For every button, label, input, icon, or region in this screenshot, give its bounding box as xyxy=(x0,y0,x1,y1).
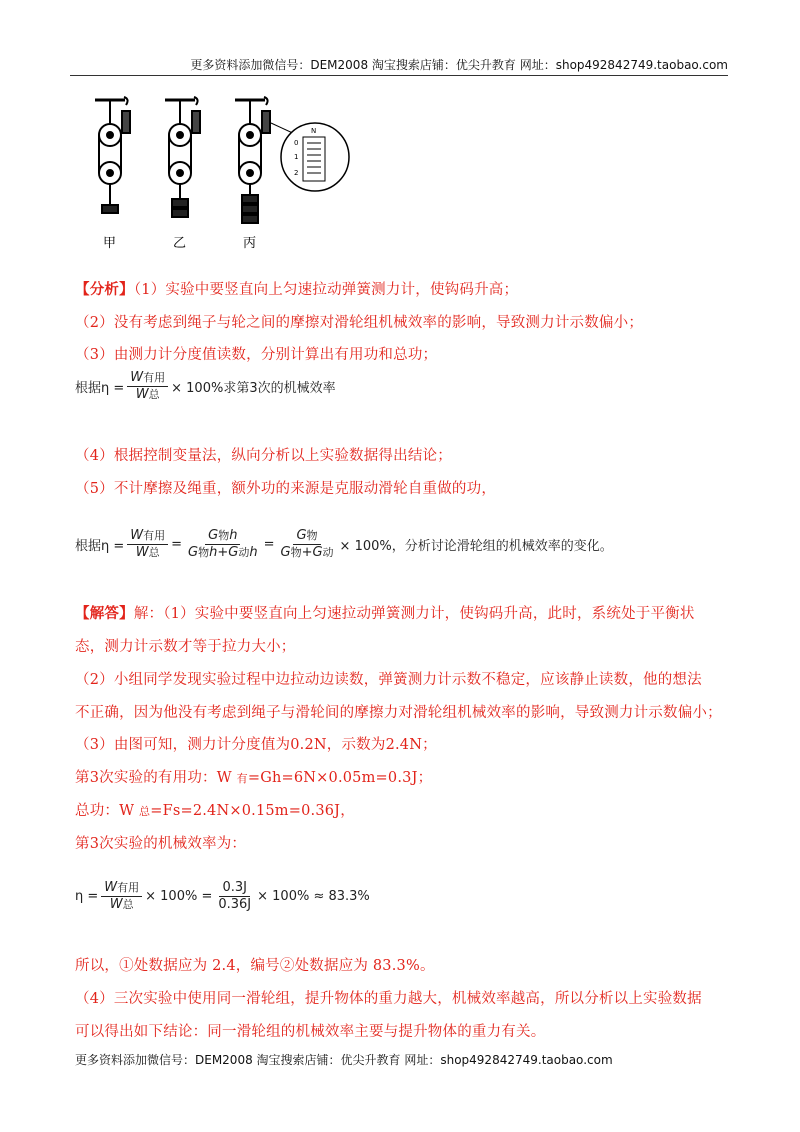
f2-tail: × 100%，分析讨论滑轮组的机械效率的变化。 xyxy=(339,539,613,554)
scale-n: N xyxy=(311,127,317,135)
f2-c-den-plus: + xyxy=(301,545,313,560)
f1-num: W xyxy=(130,370,144,385)
answer-l8: 第3次实验的机械效率为： xyxy=(75,836,247,852)
f3-den: W xyxy=(109,897,123,912)
answer-tag: 【解答】 xyxy=(75,605,134,622)
f3-n2: 0.3J xyxy=(219,880,250,897)
pulley-figure xyxy=(85,95,365,255)
answer-l6 xyxy=(75,766,432,787)
f2-c-den1: G xyxy=(280,545,291,560)
analysis-p4: （4）根据控制变量法，纵向分析以上实验数据得出结论； xyxy=(75,448,452,464)
f2-c-den2-sub: 动 xyxy=(322,546,334,559)
f3-num: W xyxy=(104,880,118,895)
pulley-setup-jia xyxy=(95,97,130,213)
f1-num-sub: 有用 xyxy=(143,371,166,384)
formula-efficiency-basic xyxy=(75,370,336,403)
figure-label-yi: 乙 xyxy=(173,236,187,251)
f2-a-den-sub: 总 xyxy=(148,546,160,559)
f2-fraction-a xyxy=(127,528,168,561)
f2-b-den1: G xyxy=(188,545,199,560)
answer-line-1 xyxy=(75,602,695,623)
formula-efficiency-derivation: 根据η = $\frac{\text{W有用}}{\text{W总}}$ = $\frac{\text{G物h}}{\text{G物h+G动h}}$ = $\frac{\text{G物}}{\text{G物+G动}}$ × 100%，分析讨论滑轮组的机械效率的变化。 xyxy=(75,528,613,560)
f2-lead: 根据η = xyxy=(75,539,125,554)
header-rule xyxy=(70,75,728,76)
figure-label-bing: 丙 xyxy=(243,236,257,251)
pulley-setup-yi xyxy=(165,97,200,217)
analysis-p1: （1）实验中要竖直向上匀速拉动弹簧测力计，使钩码升高； xyxy=(133,282,519,298)
f2-a-num-sub: 有用 xyxy=(143,529,166,542)
f3-num-sub: 有用 xyxy=(117,881,140,894)
f2-c-num: G xyxy=(296,528,307,543)
f2-b-den1-sub: 物 xyxy=(198,546,210,559)
answer-l11: 可以得出如下结论：同一滑轮组的机械效率主要与提升物体的重力有关。 xyxy=(75,1024,546,1040)
scale-mark-2: 2 xyxy=(294,169,299,177)
analysis-line-1 xyxy=(75,278,518,299)
analysis-p2: （2）没有考虑到绳子与轮之间的摩擦对滑轮组机械效率的影响，导致测力计示数偏小； xyxy=(75,315,644,331)
page-footer: 更多资料添加微信号：DEM2008 淘宝搜索店铺：优尖升教育 网址：shop492842749.taobao.com xyxy=(75,1053,613,1067)
f3-d2: 0.36J xyxy=(218,897,252,912)
answer-l9: 所以，①处数据应为 2.4，编号②处数据应为 83.3%。 xyxy=(75,958,435,974)
f1-lead: 根据η = xyxy=(75,381,125,396)
scale-mark-0: 0 xyxy=(294,139,299,147)
answer-l1: 解：（1）实验中要竖直向上匀速拉动弹簧测力计，使钩码升高，此时，系统处于平衡状 xyxy=(133,606,695,622)
f2-a-num: W xyxy=(130,528,144,543)
f1-den-sub: 总 xyxy=(148,388,160,401)
answer-l6-a: 第3次实验的有用功：W xyxy=(75,770,237,786)
answer-l7-sub: 总 xyxy=(139,805,151,818)
analysis-p3: （3）由测力计分度值读数，分别计算出有用功和总功； xyxy=(75,347,438,363)
page-header: 更多资料添加微信号：DEM2008 淘宝搜索店铺：优尖升教育 网址：shop492842749.taobao.com xyxy=(190,58,728,72)
answer-l5: （3）由图可知，测力计分度值为0.2N，示数为2.4N； xyxy=(75,737,437,753)
f2-b-den-h2: h xyxy=(249,545,258,560)
f2-b-num: G xyxy=(208,528,219,543)
f1-fraction xyxy=(127,370,168,403)
f3-fraction-1 xyxy=(101,880,142,913)
f2-c-num-sub: 物 xyxy=(306,529,318,542)
f2-b-num-h: h xyxy=(229,528,238,543)
f2-b-den2: G xyxy=(228,545,239,560)
analysis-tag: 【分析】 xyxy=(75,281,134,298)
f2-b-num-sub: 物 xyxy=(218,529,230,542)
analysis-p5: （5）不计摩擦及绳重，额外功的来源是克服动滑轮自重做的功， xyxy=(75,481,497,497)
pulley-setup-bing xyxy=(235,97,349,223)
f1-den: W xyxy=(135,387,149,402)
f2-fraction-c xyxy=(277,528,336,561)
answer-l2: 态，测力计示数才等于拉力大小； xyxy=(75,639,296,655)
f1-tail: × 100%求第3次的机械效率 xyxy=(171,381,336,396)
f3-den-sub: 总 xyxy=(122,898,134,911)
f3-lead: η = xyxy=(75,889,99,904)
f2-b-den2-sub: 动 xyxy=(238,546,250,559)
f3-fraction-2 xyxy=(215,880,254,913)
answer-l3: （2）小组同学发现实验过程中边拉动边读数，弹簧测力计示数不稳定，应该静止读数，他的想法 xyxy=(75,672,702,688)
f2-fraction-b xyxy=(185,528,261,561)
scale-mark-1: 1 xyxy=(294,153,299,161)
answer-l7-b: =Fs=2.4N×0.15m=0.36J， xyxy=(150,803,355,819)
answer-l6-b: =Gh=6N×0.05m=0.3J； xyxy=(247,770,433,786)
f2-a-den: W xyxy=(135,545,149,560)
formula-efficiency-result xyxy=(75,880,370,913)
answer-l7-a: 总功：W xyxy=(75,803,140,819)
f3-mid: × 100% = xyxy=(145,889,213,904)
answer-l10: （4）三次实验中使用同一滑轮组，提升物体的重力越大，机械效率越高，所以分析以上实验数据 xyxy=(75,991,702,1007)
f3-tail: × 100% ≈ 83.3% xyxy=(257,889,370,904)
answer-l7 xyxy=(75,799,355,820)
answer-l4: 不正确，因为他没有考虑到绳子与滑轮间的摩擦力对滑轮组机械效率的影响，导致测力计示数偏小； xyxy=(75,705,722,721)
f2-c-den1-sub: 物 xyxy=(290,546,302,559)
answer-l6-sub: 有 xyxy=(236,772,248,785)
figure-label-jia: 甲 xyxy=(103,236,117,251)
f2-b-den-h1: h+ xyxy=(209,545,229,560)
f2-c-den2: G xyxy=(312,545,323,560)
